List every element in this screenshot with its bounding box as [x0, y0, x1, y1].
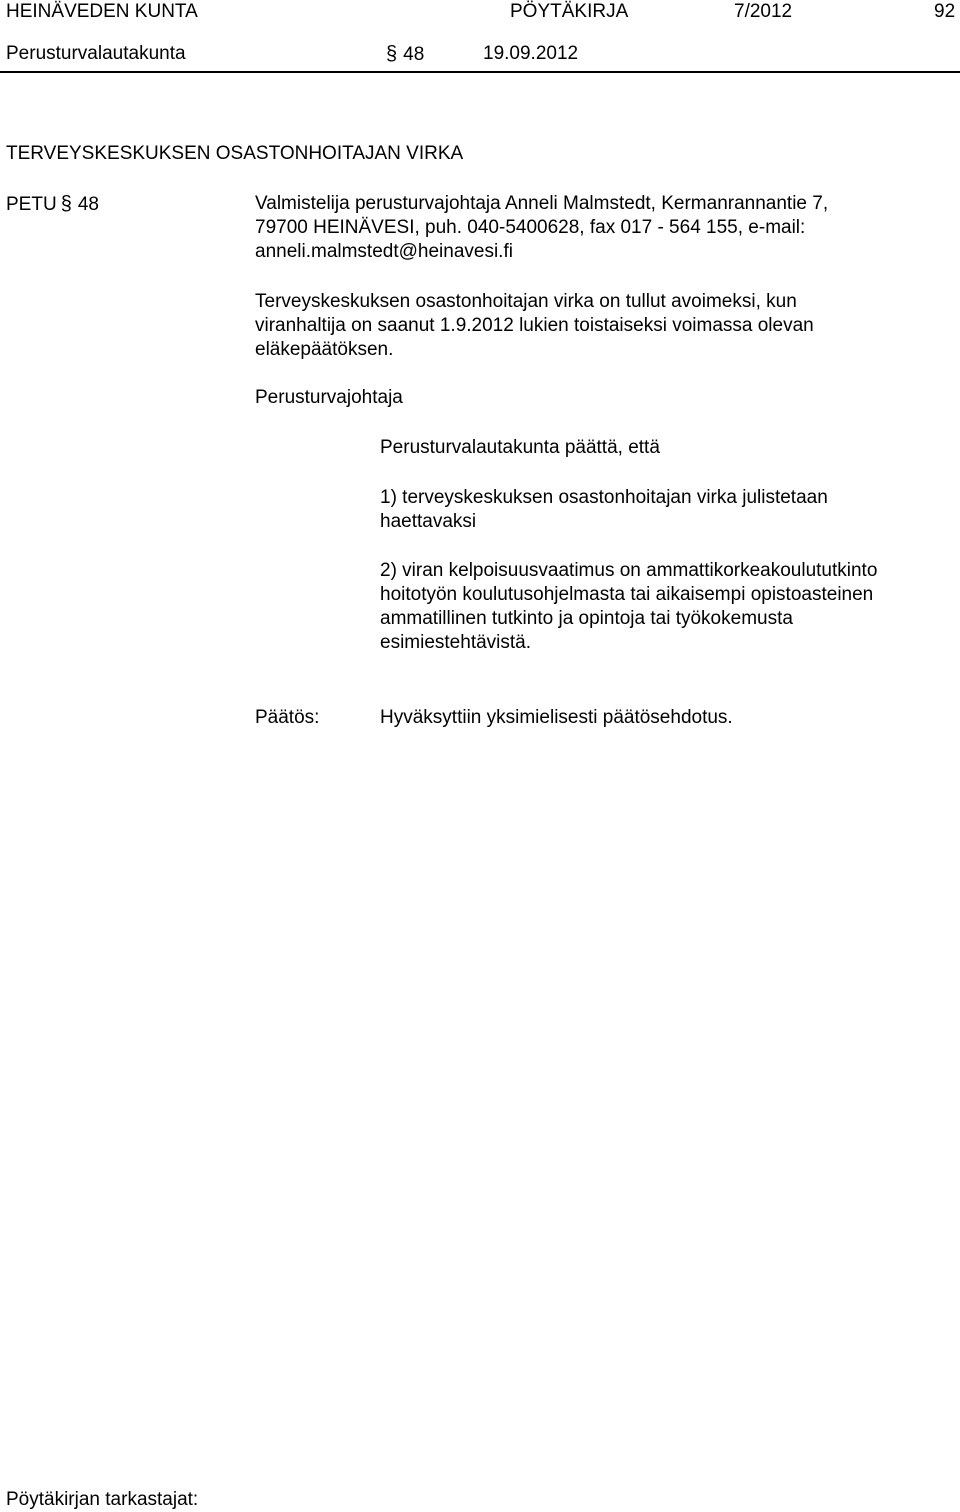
preparer-line: 79700 HEINÄVESI, puh. 040-5400628, fax 017 - 564 155, e-mail:	[255, 217, 806, 238]
proposal-line: 2) viran kelpoisuusvaatimus on ammattikorkeakoulututkinto	[380, 560, 878, 581]
item-number: 48	[77, 194, 99, 215]
background-text	[255, 290, 945, 362]
agenda-title: TERVEYSKESKUKSEN OSASTONHOITAJAN VIRKA	[6, 143, 464, 164]
section-symbol: §	[386, 43, 398, 65]
item-prefix: PETU	[6, 194, 57, 215]
item-code	[6, 192, 99, 217]
proposal-point-1	[380, 486, 950, 534]
header-divider	[0, 71, 960, 73]
page-number: 92	[934, 1, 956, 22]
municipality-name: HEINÄVEDEN KUNTA	[6, 1, 198, 22]
decision-text: Hyväksyttiin yksimielisesti päätösehdotus.	[380, 707, 733, 728]
proposal-line: esimiestehtävistä.	[380, 632, 532, 653]
proposal-line: hoitotyön koulutusohjelmasta tai aikaisempi opistoasteinen	[380, 584, 874, 605]
background-line: Terveyskeskuksen osastonhoitajan virka on tullut avoimeksi, kun	[255, 291, 797, 312]
item-section-symbol: §	[60, 193, 72, 215]
proposer-role: Perusturvajohtaja	[255, 387, 403, 408]
proposal-line: haettavaksi	[380, 511, 477, 532]
section-number: 48	[403, 44, 425, 65]
issue-number: 7/2012	[734, 1, 793, 22]
document-type: PÖYTÄKIRJA	[510, 1, 629, 22]
preparer-email: anneli.malmstedt@heinavesi.fi	[255, 241, 513, 262]
proposal-line: 1) terveyskeskuksen osastonhoitajan virka julistetaan	[380, 487, 828, 508]
preparer-line: Valmistelija perusturvajohtaja Anneli Malmstedt, Kermanrannantie 7,	[255, 193, 829, 214]
minutes-checkers-label: Pöytäkirjan tarkastajat:	[6, 1489, 199, 1510]
meeting-date: 19.09.2012	[483, 43, 579, 64]
header-section	[382, 42, 424, 67]
proposal-point-2	[380, 559, 950, 655]
background-line: viranhaltija on saanut 1.9.2012 lukien toistaiseksi voimassa olevan	[255, 315, 814, 336]
background-line: eläkepäätöksen.	[255, 339, 394, 360]
decision-label: Päätös:	[255, 707, 320, 728]
preparer-info	[255, 192, 945, 264]
proposal-line: ammatillinen tutkinto ja opintoja tai työkokemusta	[380, 608, 793, 629]
board-name: Perusturvalautakunta	[6, 43, 186, 64]
proposal-intro: Perusturvalautakunta päättä, että	[380, 437, 660, 458]
